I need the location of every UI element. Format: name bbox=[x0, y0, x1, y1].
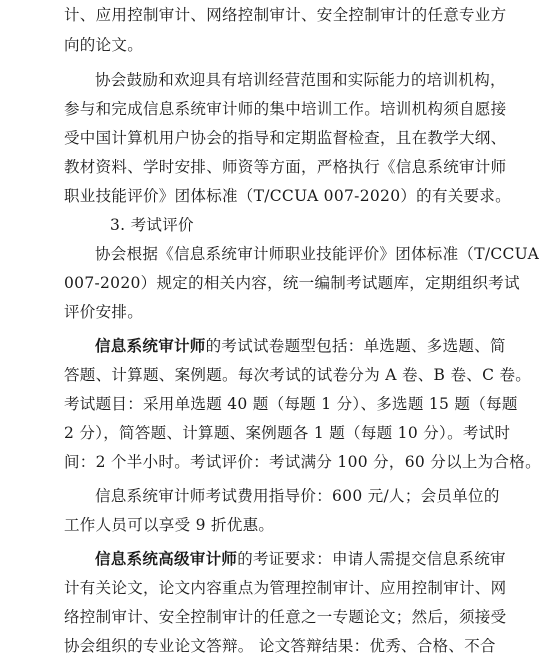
paragraph-2-line-5: 职业技能评价》团体标准（T/CCUA 007-2020）的有关要求。 bbox=[64, 187, 511, 205]
paragraph-1-line-2: 向的论文。 bbox=[64, 36, 144, 54]
paragraph-4-bold-lead: 信息系统审计师 bbox=[95, 337, 206, 355]
paragraph-3-line-1: 协会根据《信息系统审计师职业技能评价》团体标准（T/CCUA bbox=[95, 245, 540, 263]
paragraph-4-line-4: 2 分），简答题、计算题、案例题各 1 题（每题 10 分）。考试时 bbox=[64, 424, 511, 442]
paragraph-2-line-2: 参与和完成信息系统审计师的集中培训工作。培训机构须自愿接 bbox=[64, 100, 507, 118]
paragraph-6-line-1 bbox=[95, 547, 506, 569]
paragraph-6-first-line-rest: 的考证要求：申请人需提交信息系统审 bbox=[237, 550, 506, 568]
paragraph-4-first-line-rest: 的考试试卷题型包括：单选题、多选题、简 bbox=[205, 337, 506, 355]
paragraph-6-line-2: 计有关论文，论文内容重点为管理控制审计、应用控制审计、网 bbox=[64, 579, 507, 597]
paragraph-6-line-4: 协会组织的专业论文答辩。 论文答辩结果：优秀、合格、不合 bbox=[64, 637, 496, 655]
paragraph-6-line-3: 络控制审计、安全控制审计的任意之一专题论文；然后，须接受 bbox=[64, 608, 507, 626]
paragraph-2-line-3: 受中国计算机用户协会的指导和定期监督检查，且在教学大纲、 bbox=[64, 129, 507, 147]
paragraph-2-line-1: 协会鼓励和欢迎具有培训经营范围和实际能力的培训机构， bbox=[95, 71, 506, 89]
paragraph-1-line-1: 计、应用控制审计、网络控制审计、安全控制审计的任意专业方 bbox=[64, 6, 507, 24]
paragraph-5-line-2: 工作人员可以享受 9 折优惠。 bbox=[64, 516, 275, 534]
paragraph-3-line-3: 评价安排。 bbox=[64, 303, 144, 321]
section-heading: 3. 考试评价 bbox=[110, 216, 194, 234]
paragraph-2-line-4: 教材资料、学时安排、师资等方面，严格执行《信息系统审计师 bbox=[64, 158, 507, 176]
paragraph-3-line-2: 007-2020）规定的相关内容，统一编制考试题库，定期组织考试 bbox=[64, 274, 520, 292]
paragraph-4-line-2: 答题、计算题、案例题。每次考试的试卷分为 A 卷、B 卷、C 卷。 bbox=[64, 366, 532, 384]
paragraph-5-line-1: 信息系统审计师考试费用指导价：600 元/人；会员单位的 bbox=[95, 487, 500, 505]
paragraph-6-bold-lead: 信息系统高级审计师 bbox=[95, 550, 238, 568]
paragraph-4-line-3: 考试题目：采用单选题 40 题（每题 1 分）、多选题 15 题（每题 bbox=[64, 395, 518, 413]
paragraph-4-line-5: 间：2 个半小时。考试评价：考试满分 100 分，60 分以上为合格。 bbox=[64, 453, 541, 471]
paragraph-4-line-1 bbox=[95, 334, 506, 356]
